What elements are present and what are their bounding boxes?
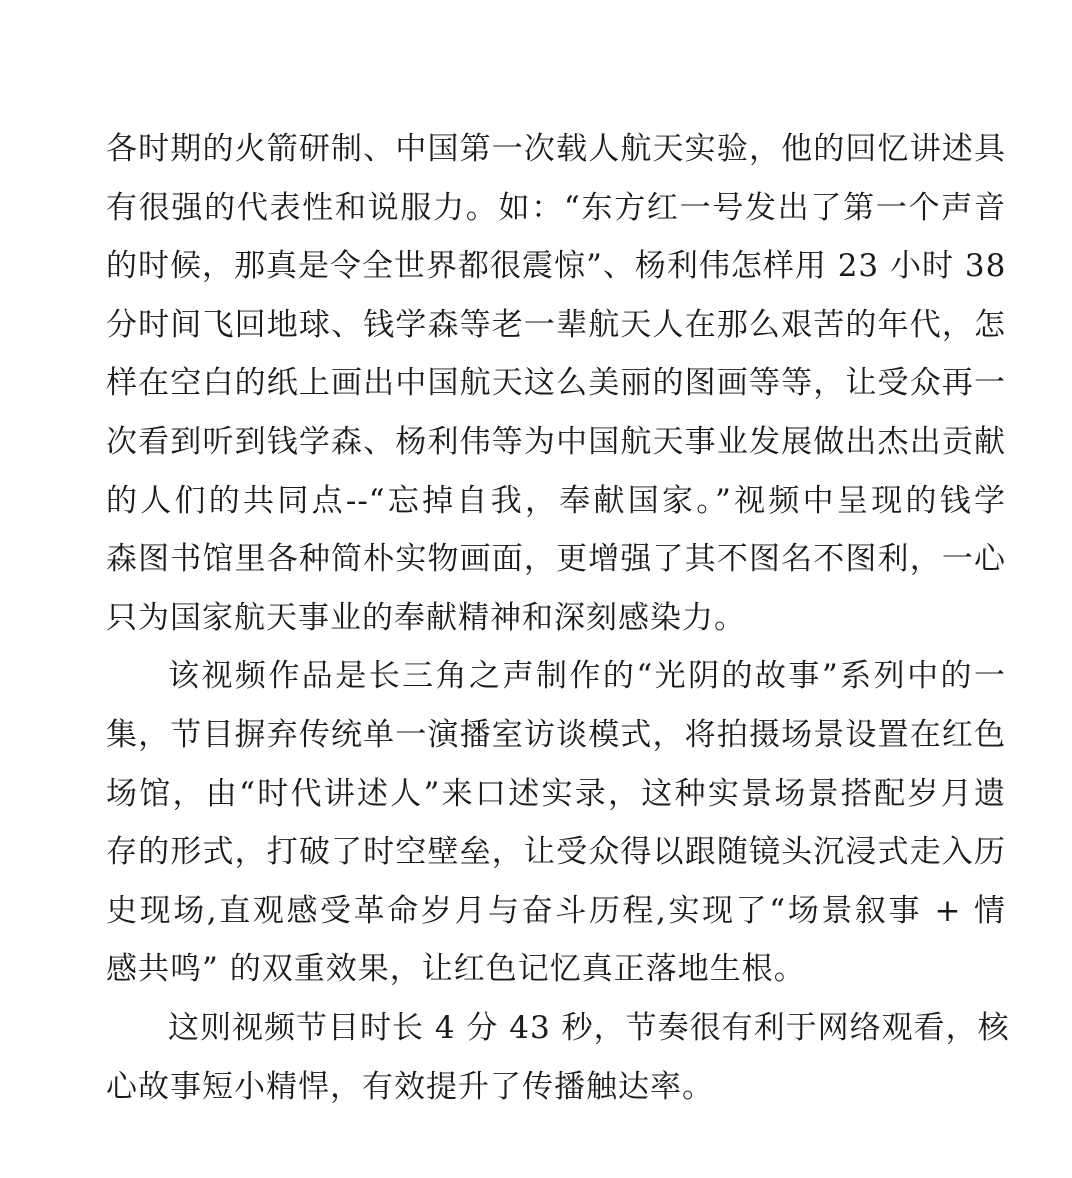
text-line: 存的形式，打破了时空壁垒，让受众得以跟随镜头沉浸式走入历 (106, 834, 1006, 871)
text-line: 的人们的共同点--“忘掉自我，奉献国家。”视频中呈现的钱学 (106, 482, 1006, 519)
text-line: 该视频作品是长三角之声制作的“光阴的故事”系列中的一 (168, 658, 1006, 695)
paragraph-1 (106, 120, 1006, 647)
text-line: 有很强的代表性和说服力。如：“东方红一号发出了第一个声音 (106, 189, 1006, 226)
text-line: 感共鸣” 的双重效果，让红色记忆真正落地生根。 (106, 951, 806, 988)
text-line: 场馆，由“时代讲述人”来口述实录，这种实景场景搭配岁月遗 (106, 775, 1006, 812)
text-line: 森图书馆里各种简朴实物画面，更增强了其不图名不图利，一心 (106, 541, 1006, 578)
text-line: 样在空白的纸上画出中国航天这么美丽的图画等等，让受众再一 (106, 365, 1006, 402)
text-line: 史现场,直观感受革命岁月与奋斗历程,实现了“场景叙事 + 情 (106, 892, 1006, 929)
text-line: 的时候，那真是令全世界都很震惊”、杨利伟怎样用 23 小时 38 (106, 248, 1007, 285)
text-line: 次看到听到钱学森、杨利伟等为中国航天事业发展做出杰出贡献 (106, 423, 1006, 460)
text-line: 各时期的火箭研制、中国第一次载人航天实验，他的回忆讲述具 (106, 131, 1006, 167)
paragraph-2 (106, 647, 1006, 999)
document-body (106, 120, 1010, 1116)
paragraph-3 (106, 999, 1010, 1116)
text-line: 集，节目摒弃传统单一演播室访谈模式，将拍摄场景设置在红色 (106, 716, 1006, 753)
text-line: 这则视频节目时长 4 分 43 秒，节奏很有利于网络观看，核 (168, 1009, 1010, 1046)
text-line: 分时间飞回地球、钱学森等老一辈航天人在那么艰苦的年代，怎 (106, 306, 1006, 343)
text-line: 心故事短小精悍，有效提升了传播触达率。 (106, 1068, 714, 1105)
text-line: 只为国家航天事业的奉献精神和深刻感染力。 (106, 599, 746, 636)
